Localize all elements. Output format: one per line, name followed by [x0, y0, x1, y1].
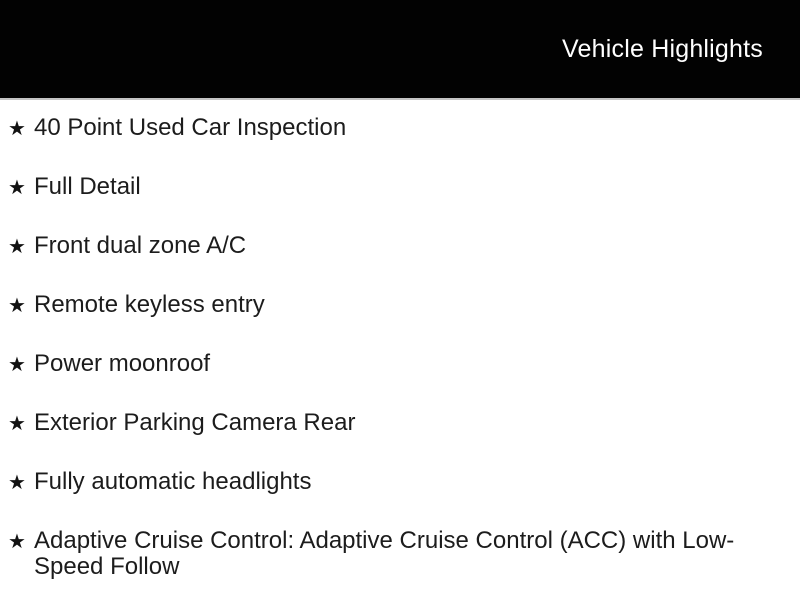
star-bullet-icon: ★ — [8, 116, 26, 140]
highlight-item-text: Full Detail — [34, 173, 141, 200]
page-title: Vehicle Highlights — [562, 34, 763, 63]
vehicle-highlights-header — [0, 0, 800, 100]
star-bullet-icon: ★ — [8, 352, 26, 376]
highlight-item-text: Exterior Parking Camera Rear — [34, 409, 356, 436]
highlight-list-item — [8, 292, 770, 318]
highlight-list-item — [8, 174, 770, 200]
highlight-list-item — [8, 410, 770, 436]
highlight-list-item — [8, 351, 770, 377]
star-bullet-icon: ★ — [8, 175, 26, 199]
highlight-item-text: Power moonroof — [34, 350, 211, 377]
star-bullet-icon: ★ — [8, 411, 26, 435]
star-bullet-icon: ★ — [8, 529, 26, 553]
highlight-item-text: Fully automatic headlights — [34, 468, 312, 495]
highlight-list-item — [8, 528, 770, 580]
highlight-list-item — [8, 233, 770, 259]
highlight-list-item — [8, 469, 770, 495]
star-bullet-icon: ★ — [8, 234, 26, 258]
vehicle-highlights-list — [0, 100, 800, 580]
highlight-item-text: Front dual zone A/C — [34, 232, 247, 259]
highlight-item-text: 40 Point Used Car Inspection — [34, 114, 347, 141]
highlight-item-text: Remote keyless entry — [34, 291, 265, 318]
highlight-item-text: Adaptive Cruise Control: Adaptive Cruise Control (ACC) with Low-Speed Follow — [34, 527, 735, 580]
star-bullet-icon: ★ — [8, 470, 26, 494]
highlight-list-item — [8, 115, 770, 141]
star-bullet-icon: ★ — [8, 293, 26, 317]
